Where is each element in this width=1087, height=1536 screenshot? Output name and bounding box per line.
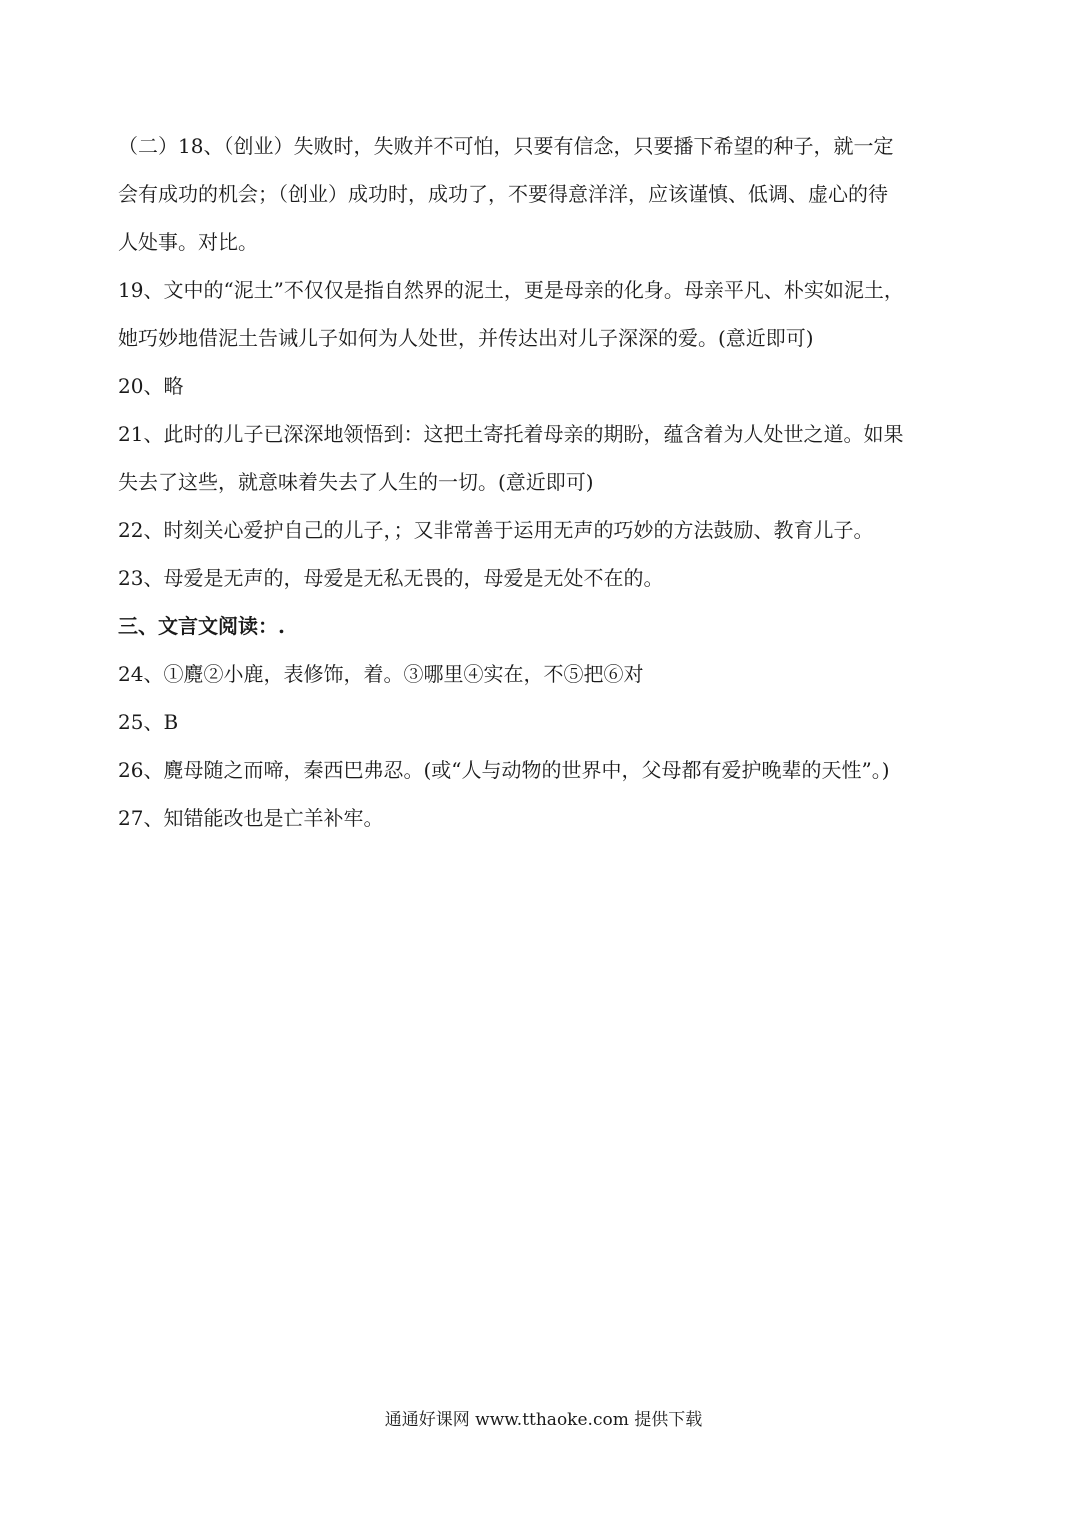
answer-19-line-2: 她巧妙地借泥土告诫儿子如何为人处世，并传达出对儿子深深的爱。(意近即可) [118, 326, 814, 350]
answer-21-line-2: 失去了这些，就意味着失去了人生的一切。(意近即可) [118, 470, 594, 494]
answer-21-line-1: 21、此时的儿子已深深地领悟到：这把土寄托着母亲的期盼，蕴含着为人处世之道。如果 [118, 422, 904, 446]
answer-26: 26、麑母随之而啼，秦西巴弗忍。(或“人与动物的世界中，父母都有爱护晚辈的天性”。) [118, 758, 890, 782]
answer-18-line-2: 会有成功的机会；（创业）成功时，成功了，不要得意洋洋，应该谨慎、低调、虚心的待 [118, 182, 888, 206]
answer-24: 24、①麑②小鹿，表修饰，着。③哪里④实在，不⑤把⑥对 [118, 662, 644, 686]
answer-18-line-3: 人处事。对比。 [118, 230, 258, 254]
page-footer: 通通好课网 www.tthaoke.com 提供下载 [384, 1410, 703, 1430]
answer-content [118, 122, 978, 842]
answer-20: 20、略 [118, 374, 184, 398]
answer-18-line-1: （二）18、（创业）失败时，失败并不可怕，只要有信念，只要播下希望的种子，就一定 [118, 134, 894, 158]
answer-23: 23、母爱是无声的，母爱是无私无畏的，母爱是无处不在的。 [118, 566, 664, 590]
section-heading-classical-reading: 三、文言文阅读：. [118, 614, 285, 638]
answer-27: 27、知错能改也是亡羊补牢。 [118, 806, 384, 830]
answer-22: 22、时刻关心爱护自己的儿子，；又非常善于运用无声的巧妙的方法鼓励、教育儿子。 [118, 518, 874, 542]
answer-19-line-1: 19、文中的“泥土”不仅仅是指自然界的泥土，更是母亲的化身。母亲平凡、朴实如泥土， [118, 278, 904, 302]
answer-25: 25、B [118, 710, 179, 734]
